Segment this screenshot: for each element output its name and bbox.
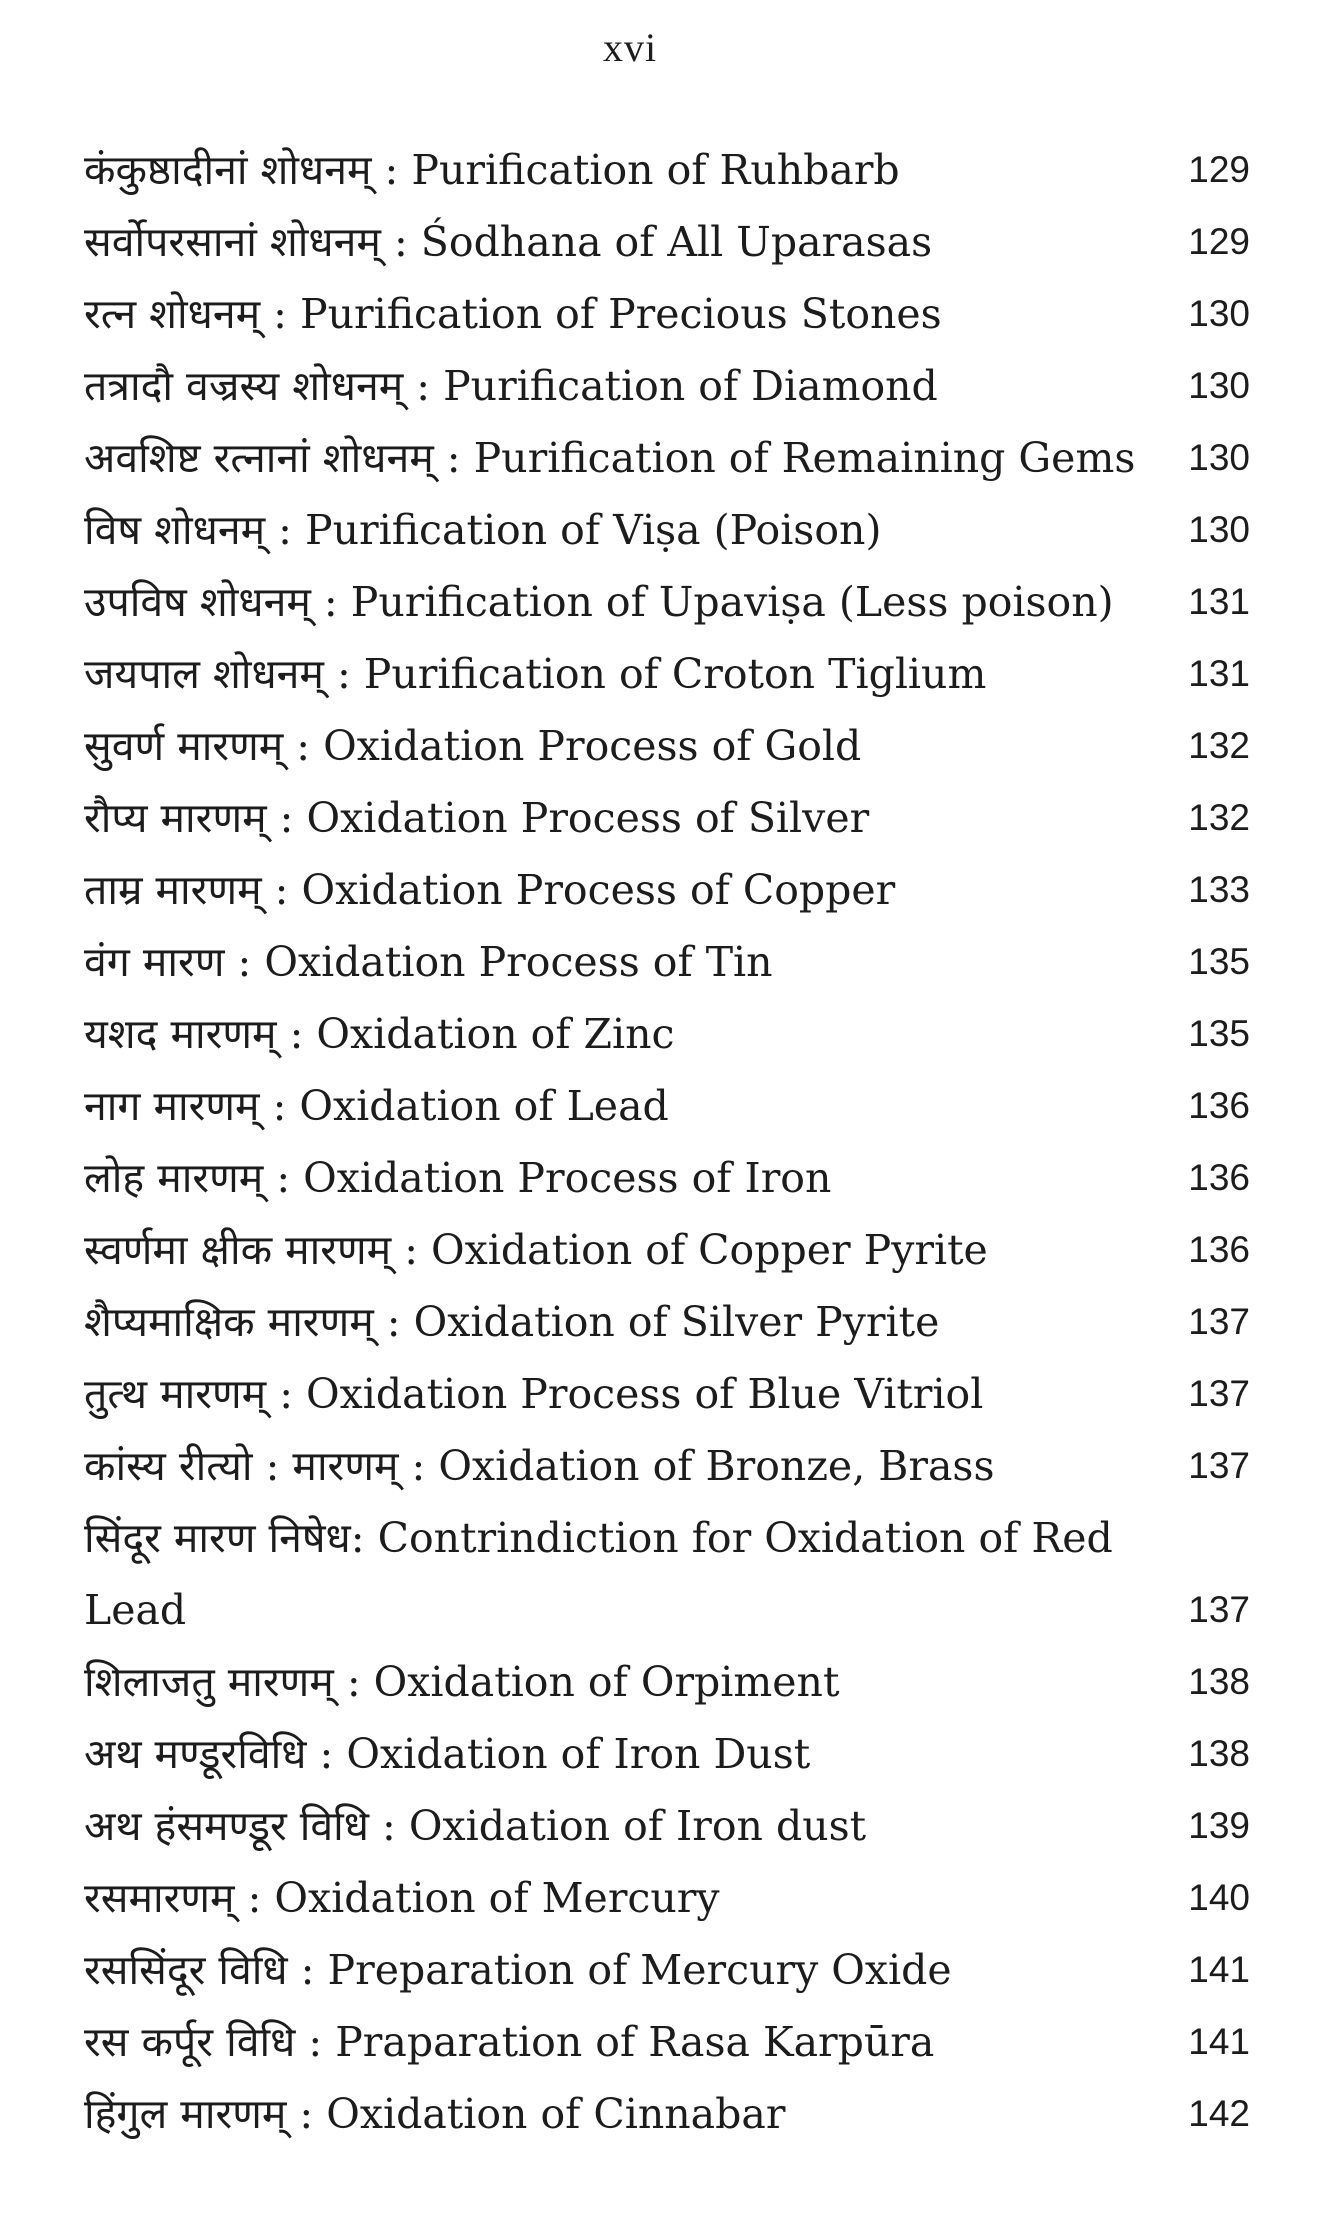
toc-entry-page: 129 xyxy=(1188,221,1250,262)
toc-entry-title: नाग मारणम् : Oxidation of Lead xyxy=(84,1082,669,1130)
toc-entry xyxy=(84,1286,1250,1358)
toc-entry xyxy=(84,206,1250,278)
toc-entry xyxy=(84,1070,1250,1142)
toc-entry-title: यशद मारणम् : Oxidation of Zinc xyxy=(84,1010,675,1058)
toc-entry xyxy=(84,782,1250,854)
toc-entry-page: 137 xyxy=(1188,1301,1250,1342)
page-number: xvi xyxy=(602,25,658,70)
toc-entry xyxy=(84,1646,1250,1718)
toc-entry xyxy=(84,2078,1250,2150)
toc-entry-page: 130 xyxy=(1188,437,1250,478)
toc-entry xyxy=(84,1934,1250,2006)
toc-entry xyxy=(84,710,1250,782)
toc-entry-title: हिंगुल मारणम् : Oxidation of Cinnabar xyxy=(84,2090,786,2138)
toc-entry-page: 136 xyxy=(1188,1229,1250,1270)
toc-entry xyxy=(84,422,1250,494)
toc-entry-title: स्वर्णमा क्षीक मारणम् : Oxidation of Copper Pyrite xyxy=(84,1226,988,1274)
toc-entry-title: वंग मारण : Oxidation Process of Tin xyxy=(84,938,773,986)
toc-entry-page: 137 xyxy=(1188,1373,1250,1414)
toc-entry-page: 132 xyxy=(1188,725,1250,766)
toc-entry-page: 131 xyxy=(1188,581,1250,622)
toc-entry xyxy=(84,1358,1250,1430)
toc-entry-title: सिंदूर मारण निषेध: Contrindiction for Oxidation of Red Lead xyxy=(84,1514,1113,1634)
toc-entry-page: 138 xyxy=(1188,1661,1250,1702)
toc-entry-title: विष शोधनम् : Purification of Viṣa (Poison) xyxy=(84,506,882,554)
table-of-contents xyxy=(84,134,1250,2150)
toc-entry-title: शैप्यमाक्षिक मारणम् : Oxidation of Silver Pyrite xyxy=(84,1298,940,1346)
toc-entry xyxy=(84,566,1250,638)
toc-entry xyxy=(84,1790,1250,1862)
toc-entry-title: सर्वोपरसानां शोधनम् : Śodhana of All Uparasas xyxy=(84,218,933,266)
toc-entry xyxy=(84,998,1250,1070)
toc-entry xyxy=(84,1862,1250,1934)
toc-entry xyxy=(84,134,1250,206)
toc-entry-page: 135 xyxy=(1188,1013,1250,1054)
toc-entry xyxy=(84,1502,1250,1646)
toc-entry xyxy=(84,350,1250,422)
toc-entry-page: 142 xyxy=(1188,2093,1250,2134)
toc-entry-title: शिलाजतु मारणम् : Oxidation of Orpiment xyxy=(84,1658,840,1706)
toc-entry-page: 136 xyxy=(1188,1157,1250,1198)
toc-entry-page: 138 xyxy=(1188,1733,1250,1774)
toc-entry-title: रौप्य मारणम् : Oxidation Process of Silver xyxy=(84,794,870,842)
toc-entry xyxy=(84,1214,1250,1286)
toc-entry-page: 132 xyxy=(1188,797,1250,838)
toc-entry-page: 130 xyxy=(1188,365,1250,406)
toc-entry-title: उपविष शोधनम् : Purification of Upaviṣa (Less poison) xyxy=(84,578,1114,626)
toc-entry-title: कांस्य रीत्यो : मारणम् : Oxidation of Bronze, Brass xyxy=(84,1442,995,1490)
toc-entry-page: 139 xyxy=(1188,1805,1250,1846)
toc-entry-title: कंकुष्ठादीनां शोधनम् : Purification of Ruhbarb xyxy=(84,146,900,194)
toc-entry-page: 137 xyxy=(1188,1589,1250,1630)
toc-entry-page: 131 xyxy=(1188,653,1250,694)
toc-entry-title: तुत्थ मारणम् : Oxidation Process of Blue Vitriol xyxy=(84,1370,984,1418)
toc-entry-page: 140 xyxy=(1188,1877,1250,1918)
toc-entry xyxy=(84,2006,1250,2078)
toc-entry-title: अथ मण्डूरविधि : Oxidation of Iron Dust xyxy=(84,1730,811,1778)
toc-entry-title: अवशिष्ट रत्नानां शोधनम् : Purification of Remaining Gems xyxy=(84,434,1136,482)
toc-entry xyxy=(84,1718,1250,1790)
toc-entry xyxy=(84,854,1250,926)
toc-entry xyxy=(84,638,1250,710)
toc-entry-page: 129 xyxy=(1188,149,1250,190)
toc-entry xyxy=(84,926,1250,998)
toc-entry-title: अथ हंसमण्डूर विधि : Oxidation of Iron dust xyxy=(84,1802,867,1850)
toc-entry-title: रससिंदूर विधि : Preparation of Mercury Oxide xyxy=(84,1946,952,1994)
toc-entry-title: लोह मारणम् : Oxidation Process of Iron xyxy=(84,1154,832,1202)
toc-entry-page: 141 xyxy=(1188,1949,1250,1990)
toc-entry-title: रस कर्पूर विधि : Praparation of Rasa Karpūra xyxy=(84,2018,935,2066)
toc-entry xyxy=(84,494,1250,566)
toc-entry-title: रत्न शोधनम् : Purification of Precious Stones xyxy=(84,290,942,338)
toc-entry-page: 137 xyxy=(1188,1445,1250,1486)
toc-entry-title: ताम्र मारणम् : Oxidation Process of Copper xyxy=(84,866,896,914)
toc-entry xyxy=(84,1142,1250,1214)
toc-entry-page: 135 xyxy=(1188,941,1250,982)
toc-entry-page: 133 xyxy=(1188,869,1250,910)
toc-entry-title: रसमारणम् : Oxidation of Mercury xyxy=(84,1874,720,1922)
toc-entry xyxy=(84,1430,1250,1502)
toc-entry xyxy=(84,278,1250,350)
toc-entry-page: 136 xyxy=(1188,1085,1250,1126)
toc-entry-page: 130 xyxy=(1188,293,1250,334)
toc-entry-title: जयपाल शोधनम् : Purification of Croton Tiglium xyxy=(84,650,987,698)
toc-entry-page: 141 xyxy=(1188,2021,1250,2062)
toc-entry-title: सुवर्ण मारणम् : Oxidation Process of Gold xyxy=(84,722,862,770)
toc-entry-title: तत्रादौ वज्रस्य शोधनम् : Purification of Diamond xyxy=(84,362,938,410)
toc-entry-page: 130 xyxy=(1188,509,1250,550)
